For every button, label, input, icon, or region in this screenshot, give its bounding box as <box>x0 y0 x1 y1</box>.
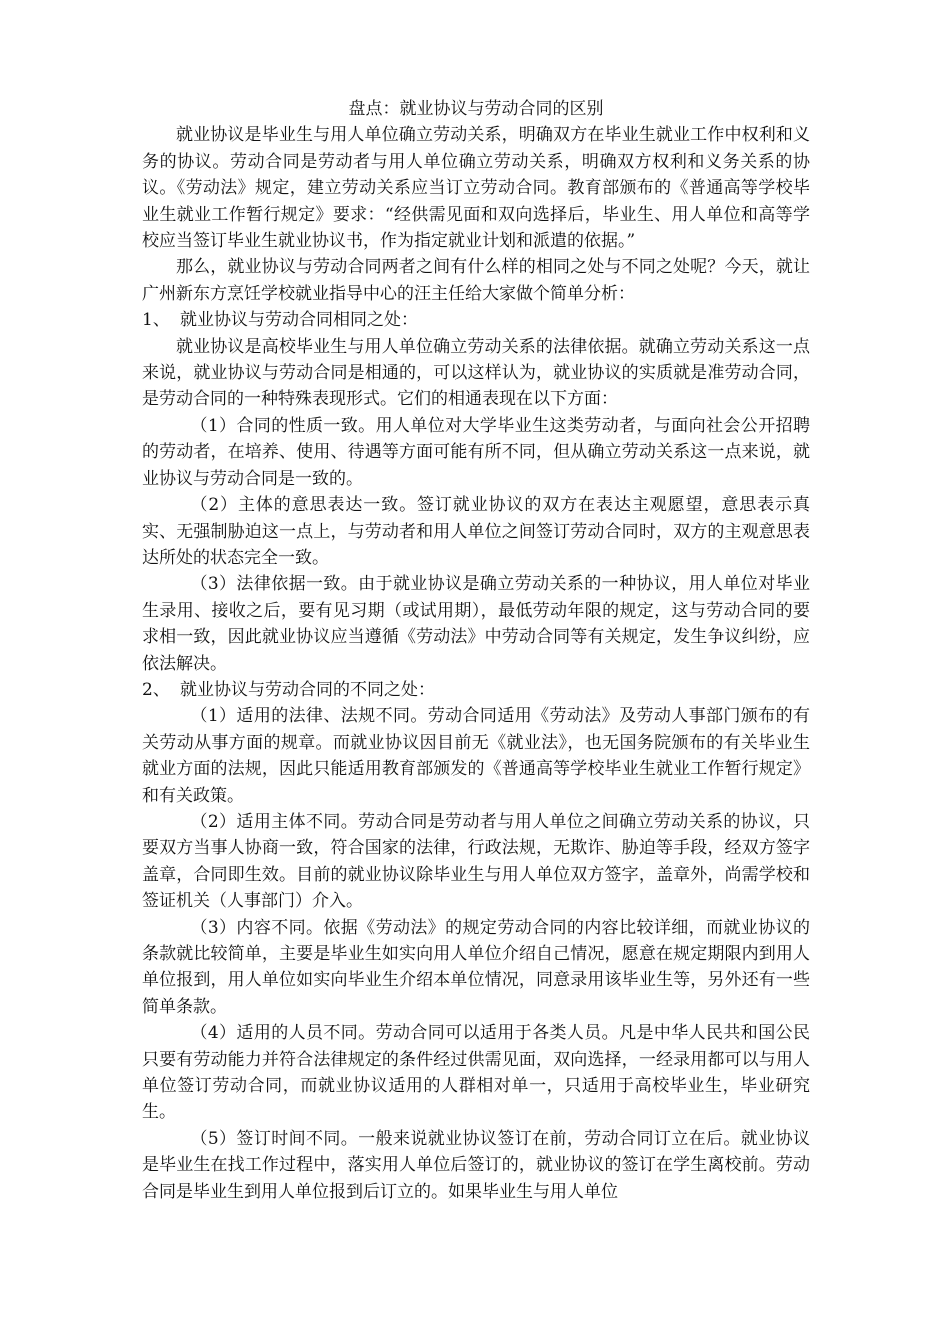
section-1-item-1: （1）合同的性质一致。用人单位对大学毕业生这类劳动者，与面向社会公开招聘的劳动者，在培养、使用、待遇等方面可能有所不同，但从确立劳动关系这一点来说，就业协议与劳动合同是一致的。 <box>142 415 810 489</box>
section-1-item-2: （2）主体的意思表达一致。签订就业协议的双方在表达主观愿望，意思表示真实、无强制胁迫这一点上，与劳动者和用人单位之间签订劳动合同时，双方的主观意思表达所处的状态完全一致。 <box>142 495 810 568</box>
section-2-item-5: （5）签订时间不同。一般来说就业协议签订在前，劳动合同订立在后。就业协议是毕业生在找工作过程中，落实用人单位后签订的，就业协议的签订在学生离校前。劳动合同是毕业生到用人单位报到后订立的。如果毕业生与用人单位 <box>142 1128 810 1202</box>
section-2-item-2: （2）适用主体不同。劳动合同是劳动者与用人单位之间确立劳动关系的协议，只要双方当事人协商一致，符合国家的法律，行政法规，无欺诈、胁迫等手段，经双方签字盖章，合同即生效。目前的就业协议除毕业生与用人单位双方签字，盖章外，尚需学校和签证机关（人事部门）介入。 <box>142 811 810 912</box>
section-1-item-3: （3）法律依据一致。由于就业协议是确立劳动关系的一种协议，用人单位对毕业生录用、接收之后，要有见习期（或试用期），最低劳动年限的规定，这与劳动合同的要求相一致，因此就业协议应当遵循《劳动法》中劳动合同等有关规定，发生争议纠纷，应依法解决。 <box>142 574 810 674</box>
intro-paragraph-1: 就业协议是毕业生与用人单位确立劳动关系，明确双方在毕业生就业工作中权利和义务的协议。劳动合同是劳动者与用人单位确立劳动关系，明确双方权利和义务关系的协议。《劳动法》规定，建立劳动关系应当订立劳动合同。教育部颁布的《普通高等学校毕业生就业工作暂行规定》要求：“经供需见面和双向选择后，毕业生、用人单位和高等学校应当签订毕业生就业协议书，作为指定就业计划和派遣的依据。” <box>142 125 810 252</box>
section-1-lead-paragraph: 就业协议是高校毕业生与用人单位确立劳动关系的法律依据。就确立劳动关系这一点来说，就业协议与劳动合同是相通的，可以这样认为，就业协议的实质就是准劳动合同，是劳动合同的一种特殊表现形式。它们的相通表现在以下方面： <box>142 336 810 410</box>
intro-paragraph-2: 那么，就业协议与劳动合同两者之间有什么样的相同之处与不同之处呢？今天，就让广州新东方烹饪学校就业指导中心的汪主任给大家做个简单分析： <box>142 257 810 304</box>
section-2-heading <box>142 677 810 703</box>
section-1-number: 1、 <box>142 310 170 331</box>
section-2-heading-text: 就业协议与劳动合同的不同之处： <box>180 679 435 700</box>
section-2-item-3: （3）内容不同。依据《劳动法》的规定劳动合同的内容比较详细，而就业协议的条款就比较简单，主要是毕业生如实向用人单位介绍自己情况，愿意在规定期限内到用人单位报到，用人单位如实向毕业生介绍本单位情况，同意录用该毕业生等，另外还有一些简单条款。 <box>142 917 810 1017</box>
section-2-item-1: （1）适用的法律、法规不同。劳动合同适用《劳动法》及劳动人事部门颁布的有关劳动从事方面的规章。而就业协议因目前无《就业法》，也无国务院颁布的有关毕业生就业方面的法规，因此只能适用教育部颁发的《普通高等学校毕业生就业工作暂行规定》和有关政策。 <box>142 706 810 806</box>
section-2-number: 2、 <box>142 679 170 700</box>
document-body <box>142 96 810 1205</box>
section-1-heading <box>142 307 810 333</box>
document-title: 盘点：就业协议与劳动合同的区别 <box>348 99 604 119</box>
section-1-heading-text: 就业协议与劳动合同相同之处： <box>180 310 418 331</box>
section-2-item-4: （4）适用的人员不同。劳动合同可以适用于各类人员。凡是中华人民共和国公民只要有劳动能力并符合法律规定的条件经过供需见面，双向选择，一经录用都可以与用人单位签订劳动合同，而就业协议适用的人群相对单一，只适用于高校毕业生，毕业研究生。 <box>142 1023 810 1123</box>
